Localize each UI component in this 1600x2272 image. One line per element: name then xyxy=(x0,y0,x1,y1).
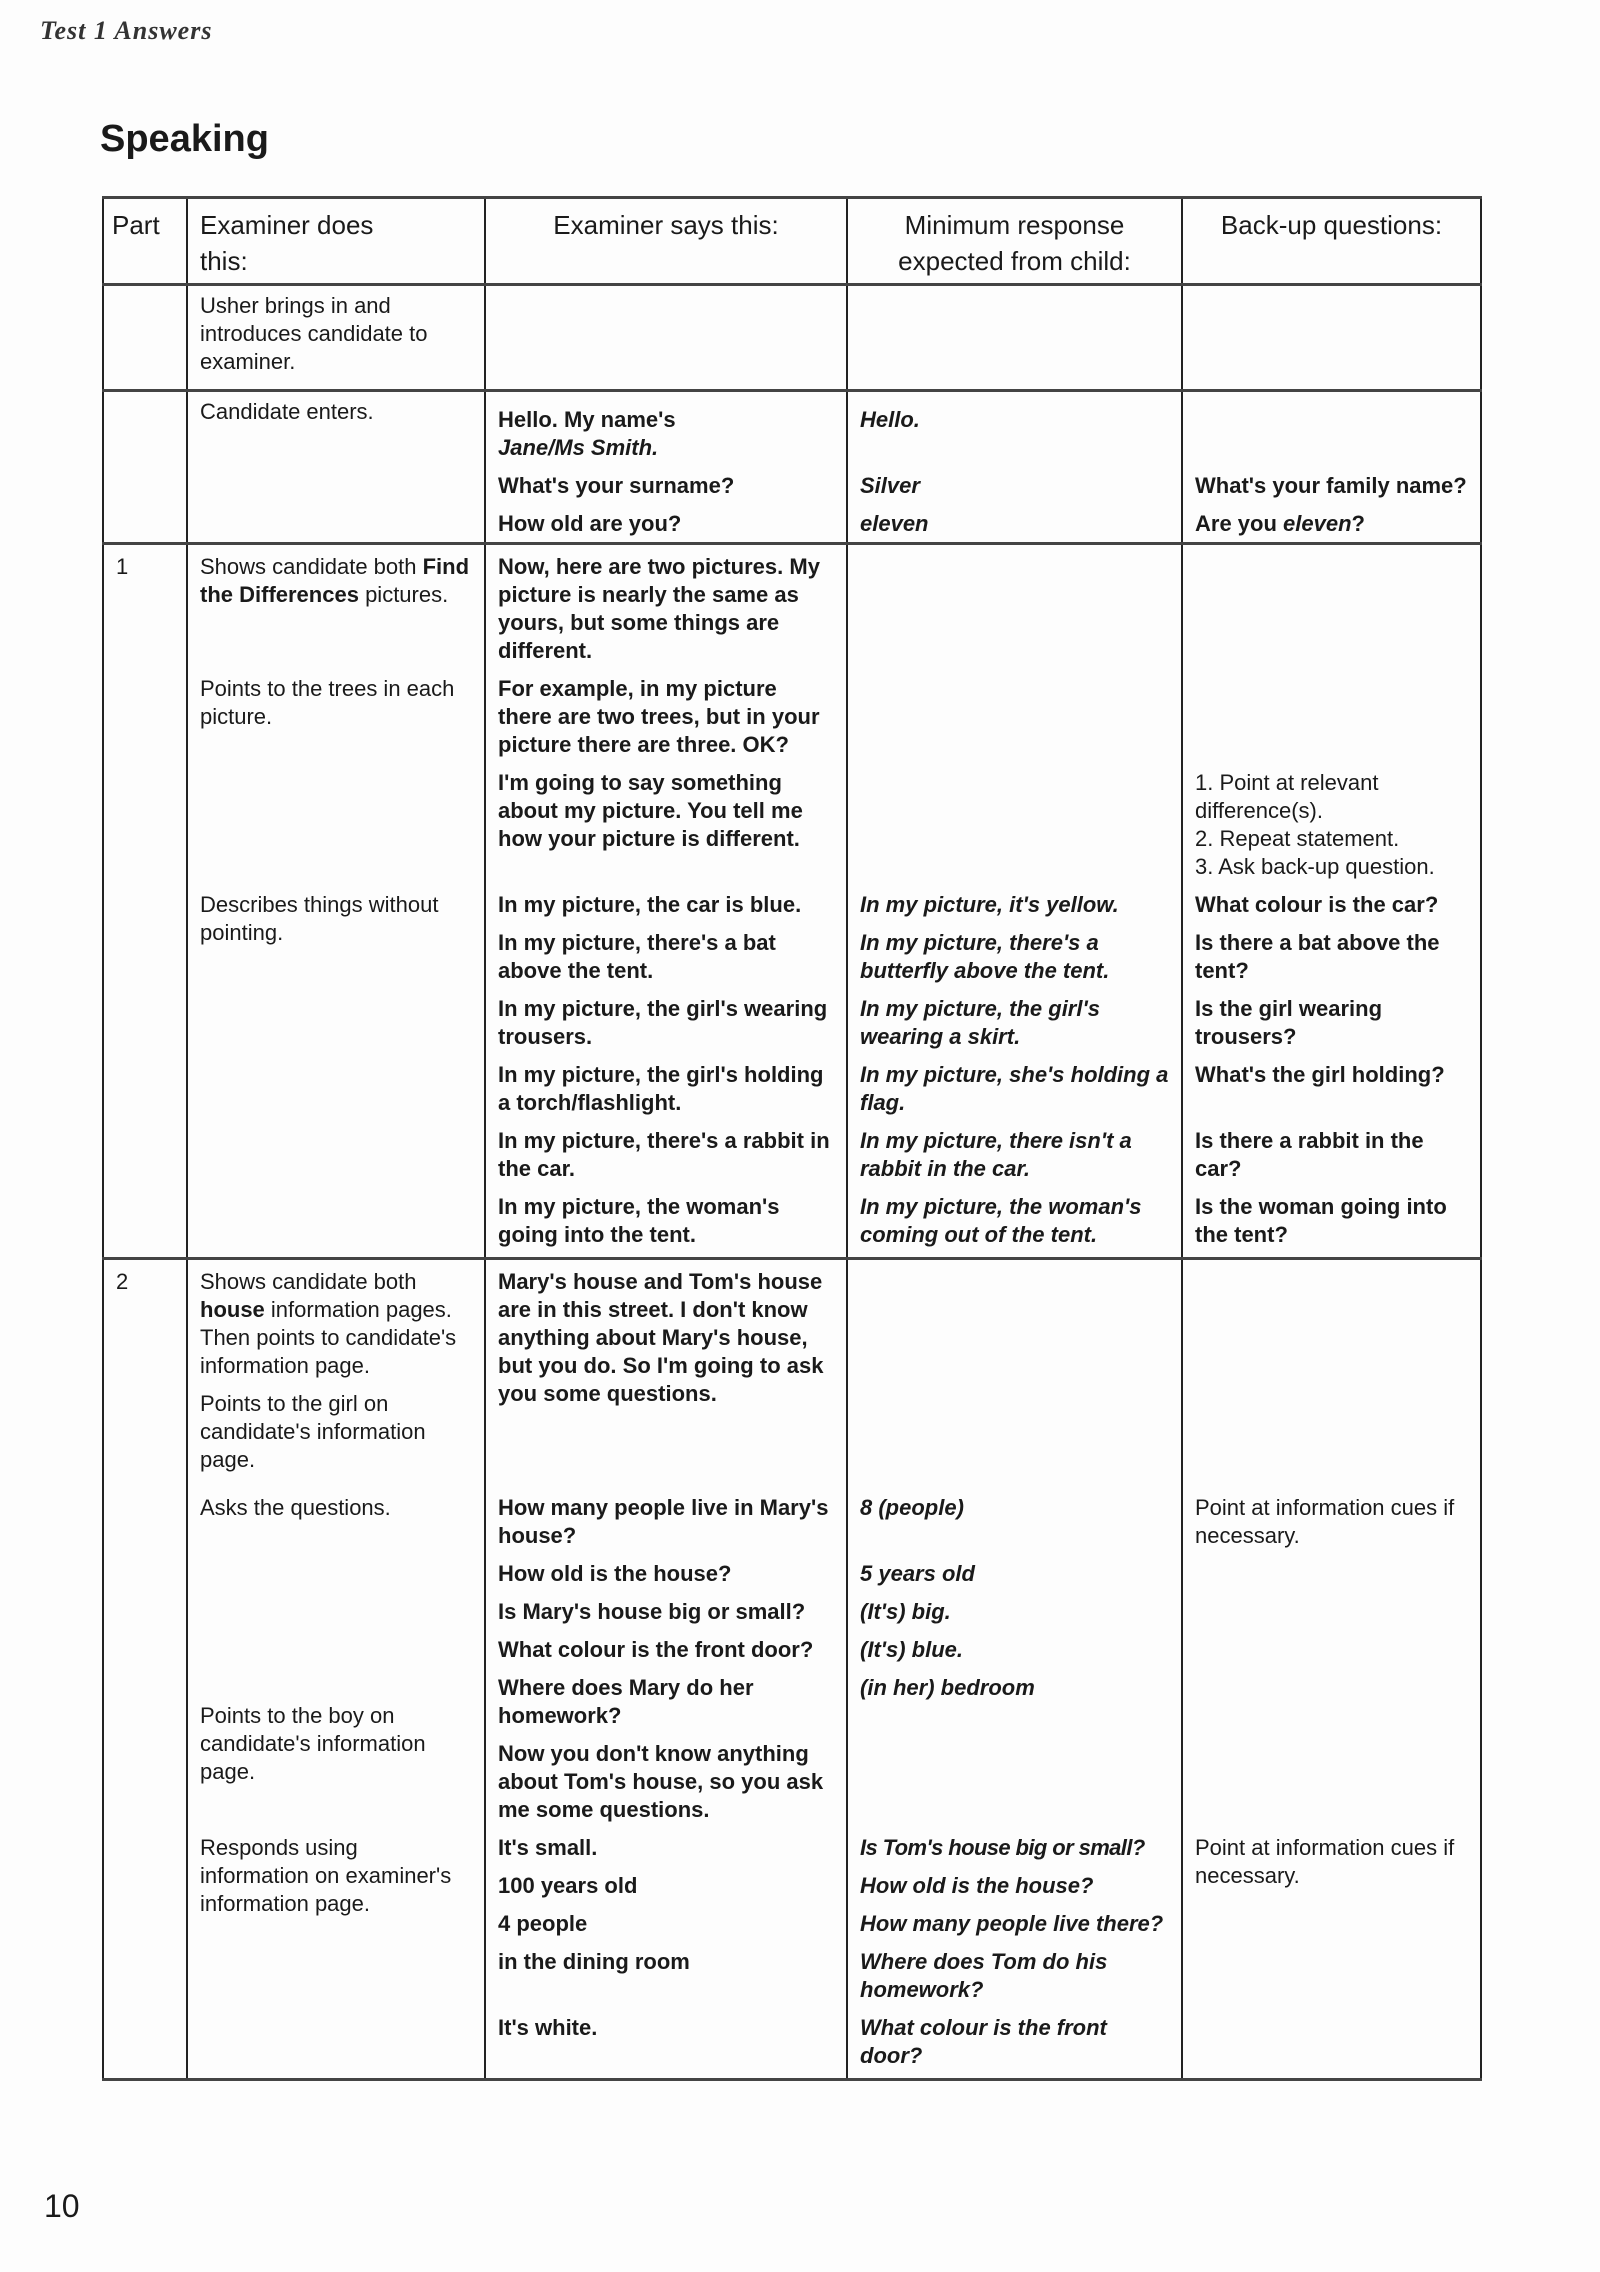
header-backup: Back-up questions: xyxy=(1182,198,1481,285)
response-cell: How many people live there? xyxy=(847,1904,1182,1942)
table-row xyxy=(103,544,1481,670)
says-cell: It's white. xyxy=(485,2008,847,2080)
says-cell: How old is the house? xyxy=(485,1554,847,1592)
backup-cell: Point at information cues if necessary. xyxy=(1182,1828,1481,2080)
does-cell: Responds using information on examiner's information page. xyxy=(187,1828,485,2080)
response-cell: In my picture, it's yellow. xyxy=(847,885,1182,923)
greeting-section xyxy=(103,391,1481,544)
table-row xyxy=(103,1488,1481,1554)
does-cell: Asks the questions. xyxy=(187,1488,485,1668)
response-cell: In my picture, she's holding a flag. xyxy=(847,1055,1182,1121)
response-cell: 5 years old xyxy=(847,1554,1182,1592)
says-cell: Where does Mary do her homework? xyxy=(485,1668,847,1734)
says-cell: Now you don't know anything about Tom's house, so you ask me some questions. xyxy=(485,1734,847,1828)
section-title: Speaking xyxy=(100,118,269,160)
says-cell: What colour is the front door? xyxy=(485,1630,847,1668)
does-cell: Points to the trees in each picture. xyxy=(187,669,485,763)
running-head: Test 1 Answers xyxy=(40,16,213,45)
response-cell: eleven xyxy=(847,504,1182,544)
part2-section xyxy=(103,1259,1481,2080)
part-number: 1 xyxy=(103,544,187,1259)
response-cell: In my picture, the woman's coming out of the tent. xyxy=(847,1187,1182,1259)
response-cell: What colour is the front door? xyxy=(847,2008,1182,2080)
backup-cell: Point at information cues if necessary. xyxy=(1182,1488,1481,1828)
header-does: Examiner does this: xyxy=(187,198,485,285)
header-row xyxy=(103,198,1481,285)
says-cell: Mary's house and Tom's house are in this street. I don't know anything about Mary's house, but you do. So I'm going to ask you some questions. xyxy=(485,1259,847,1489)
part-number: 2 xyxy=(103,1259,187,2080)
header-response: Minimum response expected from child: xyxy=(847,198,1182,285)
does-cell: Shows candidate both house information pages. Then points to candidate's information page. Points to the girl on candidate's information page. xyxy=(187,1259,485,1489)
says-cell: 100 years old xyxy=(485,1866,847,1904)
backup-cell: Is the girl wearing trousers? xyxy=(1182,989,1481,1055)
does-cell: Shows candidate both Find the Differences pictures. xyxy=(187,544,485,670)
greeting-does: Candidate enters. xyxy=(187,391,485,544)
header-part: Part xyxy=(103,198,187,285)
says-cell: 4 people xyxy=(485,1904,847,1942)
usher-does: Usher brings in and introduces candidate to examiner. xyxy=(187,285,485,391)
response-cell: Is Tom's house big or small? xyxy=(847,1828,1182,1866)
says-cell: In my picture, the girl's holding a torch/flashlight. xyxy=(485,1055,847,1121)
response-cell: (in her) bedroom xyxy=(847,1668,1182,1734)
table-row xyxy=(103,763,1481,885)
says-cell: How many people live in Mary's house? xyxy=(485,1488,847,1554)
header-says: Examiner says this: xyxy=(485,198,847,285)
response-cell: How old is the house? xyxy=(847,1866,1182,1904)
table-row xyxy=(103,669,1481,763)
says-cell: Is Mary's house big or small? xyxy=(485,1592,847,1630)
says-cell: In my picture, there's a rabbit in the car. xyxy=(485,1121,847,1187)
response-cell: In my picture, there's a butterfly above the tent. xyxy=(847,923,1182,989)
says-cell: It's small. xyxy=(485,1828,847,1866)
response-cell: (It's) big. xyxy=(847,1592,1182,1630)
response-cell: In my picture, the girl's wearing a skirt. xyxy=(847,989,1182,1055)
does-cell: Points to the boy on candidate's information page. xyxy=(187,1668,485,1828)
procedure-cell: 1. Point at relevant difference(s). 2. Repeat statement. 3. Ask back-up question. xyxy=(1182,763,1481,885)
page-number: 10 xyxy=(44,2188,80,2224)
says-cell: In my picture, there's a bat above the tent. xyxy=(485,923,847,989)
says-cell: Now, here are two pictures. My picture is nearly the same as yours, but some things are different. xyxy=(485,544,847,670)
backup-cell: Is the woman going into the tent? xyxy=(1182,1187,1481,1259)
backup-cell: What's your family name? xyxy=(1182,466,1481,504)
response-cell: Hello. xyxy=(847,391,1182,467)
says-cell: Hello. My name's Jane/Ms Smith. xyxy=(485,391,847,467)
says-cell: For example, in my picture there are two trees, but in your picture there are three. OK? xyxy=(485,669,847,763)
response-cell: (It's) blue. xyxy=(847,1630,1182,1668)
table-row xyxy=(103,885,1481,923)
backup-cell: What's the girl holding? xyxy=(1182,1055,1481,1121)
response-cell: Where does Tom do his homework? xyxy=(847,1942,1182,2008)
table-row xyxy=(103,391,1481,467)
says-cell: How old are you? xyxy=(485,504,847,544)
backup-cell: Is there a bat above the tent? xyxy=(1182,923,1481,989)
part1-section xyxy=(103,544,1481,1259)
usher-section xyxy=(103,285,1481,391)
table-row xyxy=(103,1259,1481,1489)
says-cell: What's your surname? xyxy=(485,466,847,504)
table-row xyxy=(103,285,1481,391)
backup-cell: Are you eleven? xyxy=(1182,504,1481,544)
does-cell: Describes things without pointing. xyxy=(187,885,485,1259)
says-cell: In my picture, the car is blue. xyxy=(485,885,847,923)
says-cell: In my picture, the woman's going into the tent. xyxy=(485,1187,847,1259)
response-cell: Silver xyxy=(847,466,1182,504)
says-cell: I'm going to say something about my picture. You tell me how your picture is different. xyxy=(485,763,847,885)
backup-cell: What colour is the car? xyxy=(1182,885,1481,923)
speaking-table xyxy=(102,196,1482,2081)
says-cell: in the dining room xyxy=(485,1942,847,2008)
says-cell: In my picture, the girl's wearing trousers. xyxy=(485,989,847,1055)
response-cell: 8 (people) xyxy=(847,1488,1182,1554)
backup-cell: Is there a rabbit in the car? xyxy=(1182,1121,1481,1187)
table-row xyxy=(103,1828,1481,1866)
response-cell: In my picture, there isn't a rabbit in the car. xyxy=(847,1121,1182,1187)
